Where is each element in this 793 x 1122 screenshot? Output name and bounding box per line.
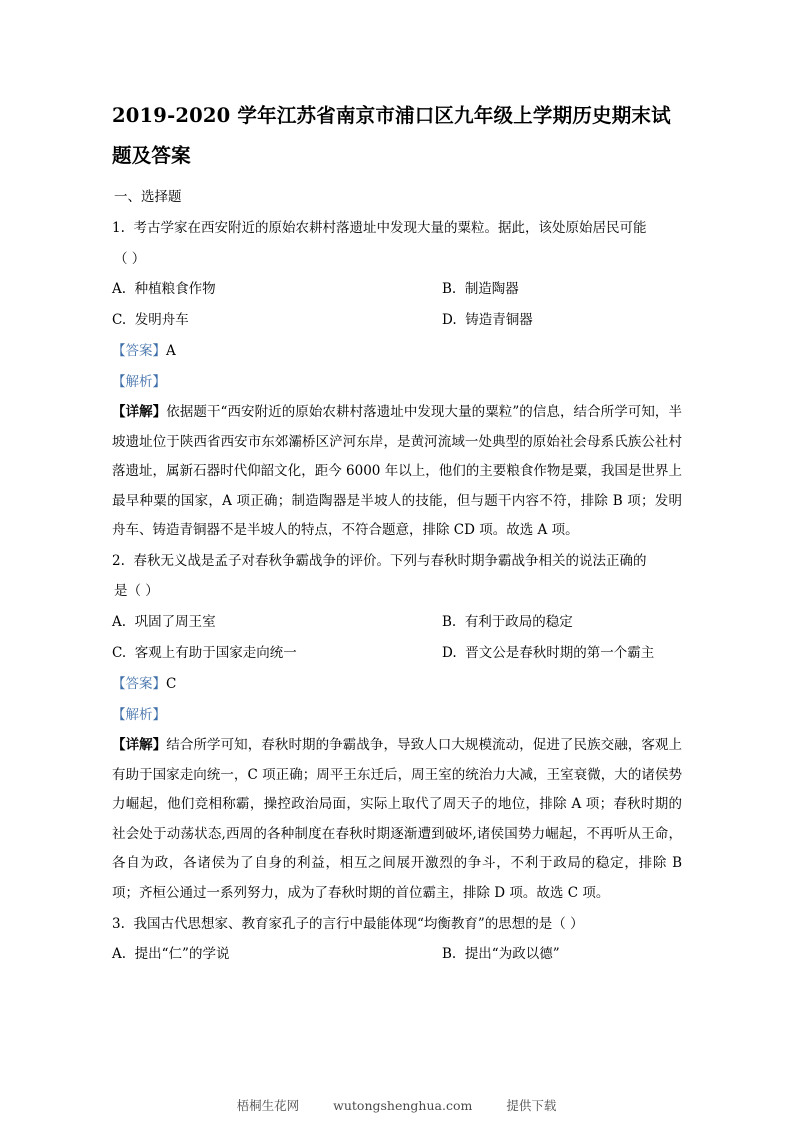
page-title: 2019-2020 学年江苏省南京市浦口区九年级上学期历史期末试题及答案 [112,104,671,167]
question-2-answer-line [112,669,682,700]
question-1-option-b[interactable] [442,274,682,305]
question-block-3 [112,909,682,971]
question-2-number: 2. [112,552,125,569]
option-text: 提出“为政以德” [464,946,560,963]
question-1-option-d[interactable] [442,305,682,336]
document-content [112,96,682,970]
option-label: A. [112,946,127,963]
answer-tag: 【答案】 [112,675,166,692]
question-3-stem-text: 我国古代思想家、教育家孔子的言行中最能体现“均衡教育”的思想的是（ ） [133,915,584,932]
option-text: 客观上有助于国家走向统一 [134,644,297,661]
question-2-stem-text: 春秋无义战是孟子对春秋争霸战争的评价。下列与春秋时期争霸战争相关的说法正确的 [133,552,647,569]
option-row [112,274,682,305]
question-2-analysis-tag: 【解析】 [112,706,166,723]
question-block-2 [112,546,682,909]
question-1-number: 1. [112,220,125,236]
answer-tag: 【答案】 [112,343,166,359]
question-2-options [112,607,682,669]
answer-value: C [166,675,177,692]
option-label: B. [442,281,457,297]
footer-note: 提供下载 [506,1098,557,1113]
footer-site-url: wutongshenghua.com [333,1098,473,1113]
option-text: 有利于政局的稳定 [464,613,573,630]
option-text: 巩固了周王室 [134,613,216,630]
question-3-stem [112,909,682,940]
option-row [112,638,682,669]
question-2-blank: 是（ ） [114,583,159,600]
detail-text: 依据题干“西安附近的原始农耕村落遗址中发现大量的粟粒”的信息，结合所学可知，半坡遗址位于陕西省西安市东郊灞桥区浐河东岸，是黄河流域一处典型的原始社会母系氏族公社村落遗址，属新石器时代仰韶文化，距今 6000 年以上，他们的主要粮食作物是粟，我国是世界上最早种粟的国家，A 项正确；制造陶器是半坡人的技能，但与题干内容不符，排除 B 项；发明舟车、铸造青铜器不是半坡人的特点，不符合题意，排除 CD 项。故选 A 项。 [112,404,682,539]
question-2-option-c[interactable] [112,638,442,669]
option-label: B. [442,946,457,963]
question-1-answer-line [112,336,682,367]
detail-tag: 【详解】 [112,736,167,753]
option-label: D. [442,312,457,328]
option-row [112,607,682,638]
question-1-stem [112,213,682,244]
question-3-options [112,939,682,970]
option-text: 种植粮食作物 [134,281,216,297]
question-1-option-a[interactable] [112,274,442,305]
page-footer [0,1096,793,1116]
option-text: 铸造青铜器 [465,312,533,328]
option-row [112,939,682,970]
question-1-option-c[interactable] [112,305,442,336]
option-text: 发明舟车 [134,312,189,328]
option-label: A. [112,613,127,630]
question-2-option-a[interactable] [112,607,442,638]
question-1-detail [112,398,682,546]
option-text: 制造陶器 [464,281,519,297]
section-heading-choice: 一、选择题 [114,189,182,205]
question-1-blank: （ ） [114,250,146,267]
question-1-stem-text: 考古学家在西安附近的原始农耕村落遗址中发现大量的粟粒。据此，该处原始居民可能 [133,220,647,236]
question-3-option-a[interactable] [112,939,442,970]
question-1-options [112,274,682,336]
question-2-option-d[interactable] [442,638,682,669]
footer-site-name: 梧桐生花网 [236,1098,300,1113]
question-3-option-b[interactable] [442,939,682,970]
question-block-1 [112,213,682,546]
answer-value: A [166,343,176,359]
question-2-detail [112,731,682,909]
question-2-stem [112,546,682,577]
option-row [112,305,682,336]
question-3-number: 3. [112,915,125,932]
option-text: 晋文公是春秋时期的第一个霸主 [465,644,655,661]
option-label: C. [112,644,127,661]
option-label: B. [442,613,457,630]
question-1-analysis-tag: 【解析】 [112,374,166,390]
option-label: C. [112,312,127,328]
detail-text: 结合所学可知，春秋时期的争霸战争，导致人口大规模流动，促进了民族交融，客观上有助于国家走向统一，C 项正确；周平王东迁后，周王室的统治力大减，王室衰微，大的诸侯势力崛起，他们竞相称霸，操控政治局面，实际上取代了周天子的地位，排除 A 项；春秋时期的社会处于动荡状态,西周的各种制度在春秋时期逐渐遭到破坏,诸侯国势力崛起，不再听从王命，各自为政，各诸侯为了自身的利益，相互之间展开激烈的争斗，不利于政局的稳定，排除 B 项；齐桓公通过一系列努力，成为了春秋时期的首位霸主，排除 D 项。故选 C 项。 [112,736,683,901]
option-label: A. [112,281,127,297]
question-2-option-b[interactable] [442,607,682,638]
option-label: D. [442,644,457,661]
detail-tag: 【详解】 [112,404,167,420]
option-text: 提出“仁”的学说 [134,946,230,963]
